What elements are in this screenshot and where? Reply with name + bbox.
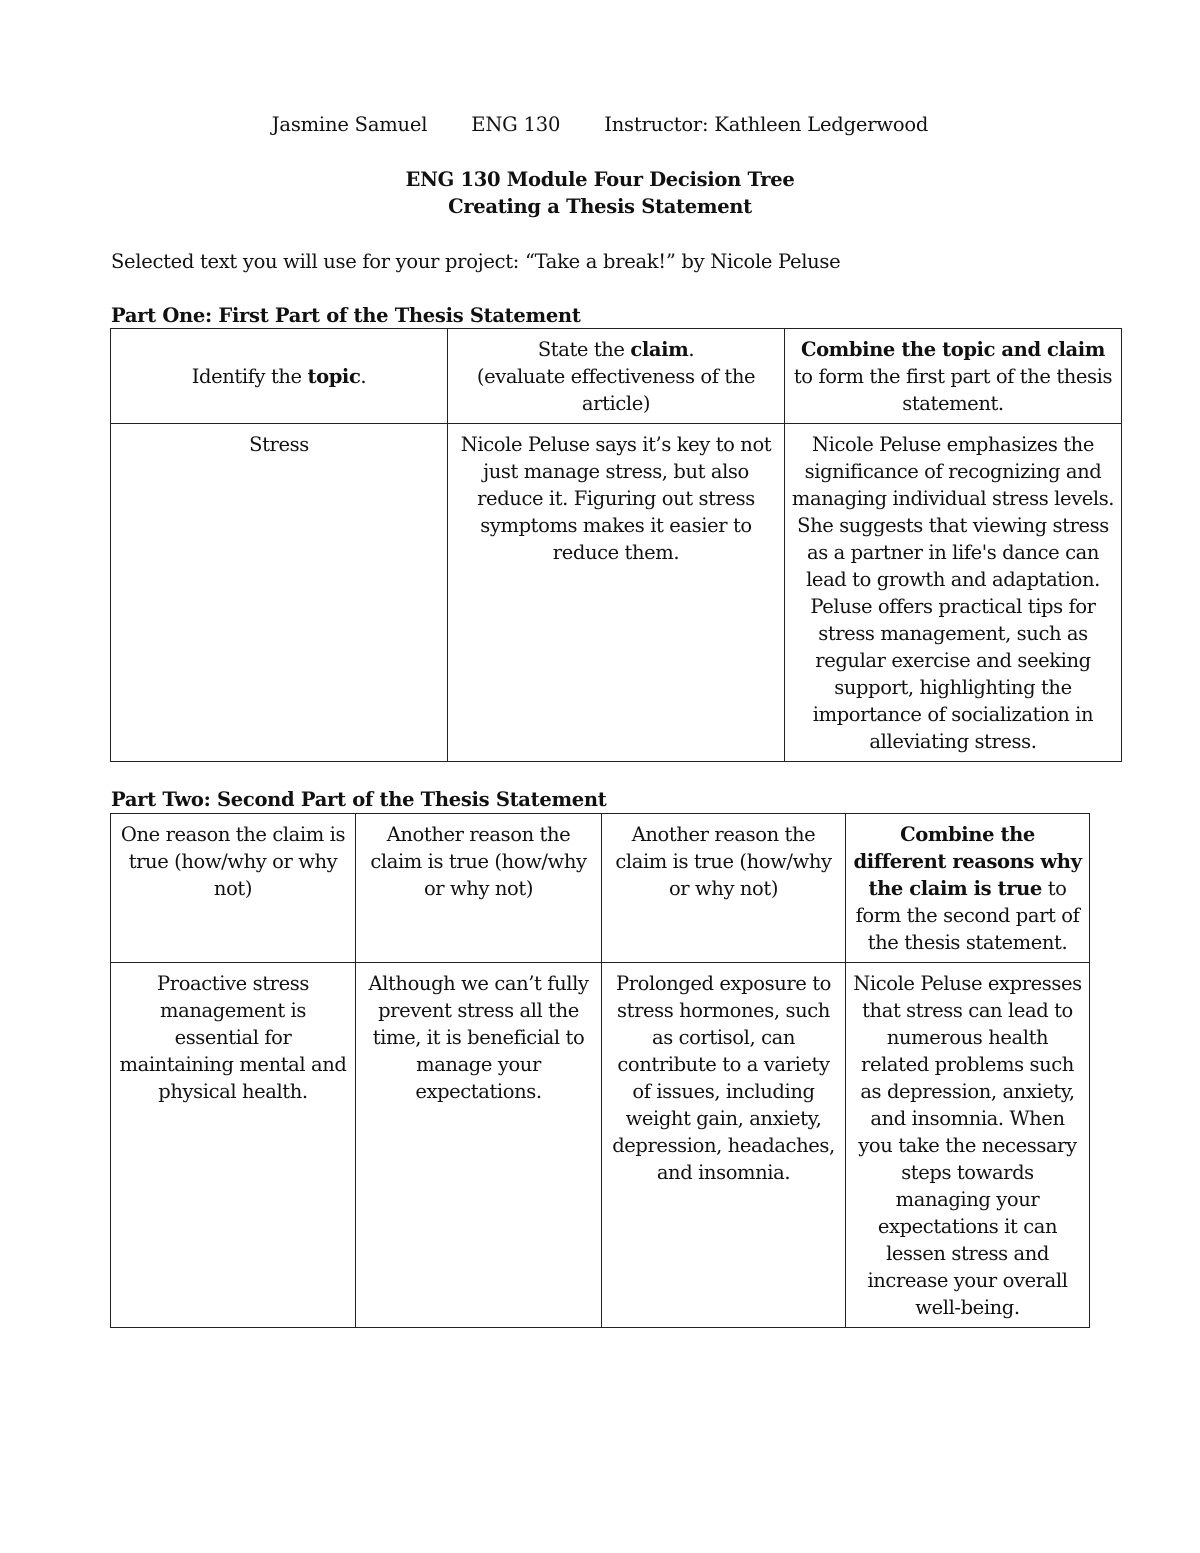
course-code: ENG 130: [471, 113, 561, 136]
combine-header-cell: [785, 329, 1122, 424]
topic-header-pre: Identify the: [191, 365, 308, 388]
claim-header-cell: [448, 329, 785, 424]
combine-reasons-header-bold: Combine the different reasons why the claim is true: [853, 823, 1082, 900]
table-header-row: [111, 329, 1122, 424]
topic-header-bold: topic: [307, 365, 361, 388]
combine-header-bold: Combine the topic and claim: [800, 338, 1106, 361]
table-header-row: [111, 814, 1090, 963]
table-row: [111, 424, 1122, 762]
combined-cell: Nicole Peluse emphasizes the significance of recognizing and managing individual stress levels. She suggests that viewing stress as a partner in life's dance can lead to growth and adaptation. Peluse offers practical tips for stress management, such as regular exercise and seeking support, highlighting the importance of socialization in alleviating stress.: [785, 424, 1122, 762]
combine-reasons-header-cell: [846, 814, 1090, 963]
student-name: Jasmine Samuel: [271, 113, 428, 136]
document-header: [0, 113, 1200, 136]
document-subtitle: Creating a Thesis Statement: [448, 195, 752, 218]
combined-reasons-cell: Nicole Peluse expresses that stress can lead to numerous health related problems such as depression, anxiety, and insomnia. When you take the necessary steps towards managing your expectations it can lessen stress and increase your overall well-being.: [846, 963, 1090, 1328]
claim-header-pre: State the: [537, 338, 631, 361]
topic-header-post: .: [360, 365, 367, 388]
combine-reasons-header-post: to form the second part of the thesis statement.: [855, 877, 1080, 954]
claim-header-post: .: [688, 338, 695, 361]
part-one-heading: Part One: First Part of the Thesis Statement: [111, 304, 581, 327]
reason1-cell: Proactive stress management is essential for maintaining mental and physical health.: [111, 963, 356, 1328]
part-two-table: [110, 813, 1090, 1328]
claim-cell: Nicole Peluse says it’s key to not just manage stress, but also reduce it. Figuring out stress symptoms makes it easier to reduce them.: [448, 424, 785, 762]
reason2-cell: Although we can’t fully prevent stress all the time, it is beneficial to manage your expectations.: [356, 963, 602, 1328]
part-one-table: [110, 328, 1122, 762]
claim-header-bold: claim: [630, 338, 689, 361]
reason1-header-cell: One reason the claim is true (how/why or why not): [111, 814, 356, 963]
selected-text-line: Selected text you will use for your project: “Take a break!” by Nicole Peluse: [111, 250, 841, 273]
combine-header-post: to form the first part of the thesis statement.: [793, 365, 1113, 415]
reason3-header-cell: Another reason the claim is true (how/why or why not): [602, 814, 846, 963]
table-row: [111, 963, 1090, 1328]
document-title: ENG 130 Module Four Decision Tree: [405, 168, 795, 191]
reason2-header-cell: Another reason the claim is true (how/why or why not): [356, 814, 602, 963]
claim-header-note: (evaluate effectiveness of the article): [476, 365, 756, 415]
topic-header-cell: [111, 329, 448, 424]
instructor-name: Instructor: Kathleen Ledgerwood: [604, 113, 929, 136]
part-two-heading: Part Two: Second Part of the Thesis Statement: [111, 788, 607, 811]
reason3-cell: Prolonged exposure to stress hormones, such as cortisol, can contribute to a variety of issues, including weight gain, anxiety, depression, headaches, and insomnia.: [602, 963, 846, 1328]
topic-cell: Stress: [111, 424, 448, 762]
